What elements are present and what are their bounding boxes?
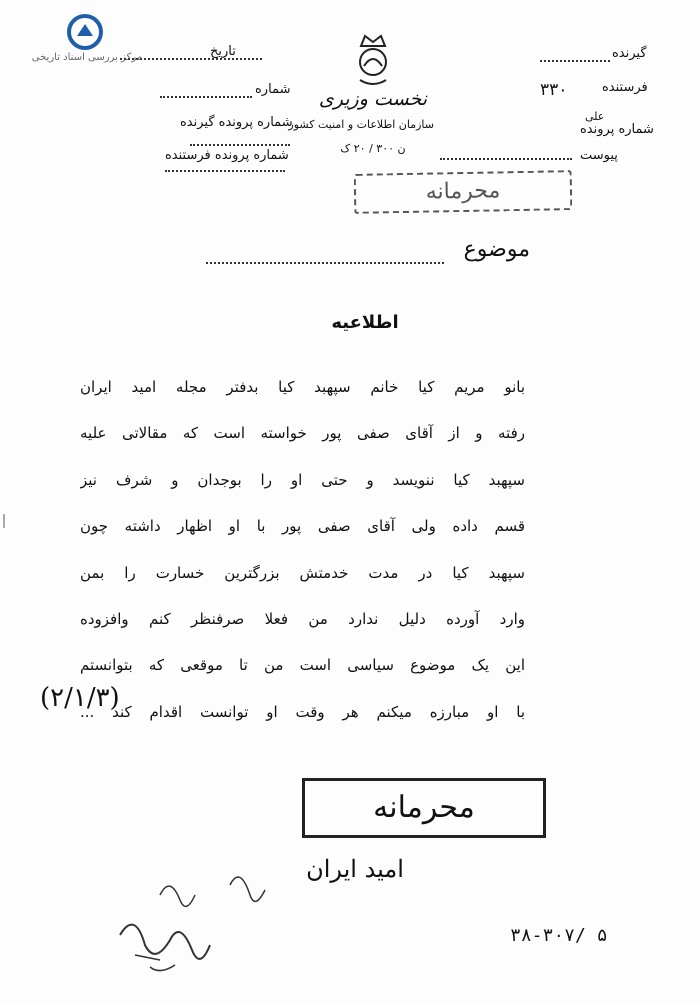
- file-number-note: علی: [585, 110, 605, 123]
- sender-file-number-label: شماره پرونده فرستنده: [165, 148, 289, 163]
- body-line: با او مبارزه میکنم هر وقت او توانست اقدام کند ...: [80, 702, 525, 721]
- sender-label: فرستنده: [602, 80, 648, 95]
- document-id: ۳۸-۳۰۷/ ۵: [510, 925, 608, 946]
- document-body: [80, 364, 525, 735]
- body-line: سپهبد کیا در مدت خدمتش بزرگترین خسارت را بمن: [80, 563, 525, 582]
- body-line: قسم داده ولی آقای صفی پور با او اظهار داشته چون: [80, 517, 525, 536]
- date-label: تاریخ: [210, 44, 236, 59]
- body-line: این یک موضوع سیاسی است من تا موقعی که بتوانستم: [80, 656, 525, 675]
- receiver-file-number-label: شماره پرونده گیرنده: [180, 115, 293, 130]
- document-title: اطلاعیه: [331, 312, 399, 333]
- archive-name: مرکز بررسی اسناد تاریخی: [31, 52, 143, 63]
- confidential-stamp-bottom: محرمانه: [302, 778, 546, 838]
- organization-reference: ن ۳۰۰ / ۲۰ ک: [340, 142, 406, 155]
- attachment-label: پیوست: [580, 148, 618, 163]
- receiver-label: گیرنده: [612, 46, 647, 61]
- receiver-file-line: [190, 144, 290, 146]
- subject-line: [206, 262, 444, 264]
- date-line: [120, 58, 262, 60]
- margin-code: (۲/۱/۳): [40, 683, 120, 713]
- sender-value: ۳۳۰: [540, 80, 568, 100]
- subject-label: موضوع: [463, 237, 530, 262]
- crown-lion-icon: [348, 32, 398, 90]
- number-line: [160, 96, 252, 98]
- body-line: بانو مریم کیا خانم سپهبد کیا بدفتر مجله امید ایران: [80, 378, 525, 396]
- receiver-line: [540, 60, 610, 62]
- signoff: امید ایران: [306, 855, 404, 883]
- file-number-label: شماره پرونده: [580, 122, 654, 137]
- margin-mark: [2, 514, 6, 528]
- organization-name-secondary: سازمان اطلاعات و امنیت کشور: [288, 118, 434, 131]
- sender-file-line: [165, 170, 285, 172]
- body-line: سپهبد کیا ننویسد و حتی او را بوجدان و شرف نیز: [80, 470, 525, 489]
- organization-emblem: [288, 32, 434, 192]
- archive-emblem-icon: [67, 14, 103, 50]
- organization-name-primary: نخست وزیری: [318, 88, 428, 110]
- body-line: وارد آورده دلیل ندارد من فعلا صرفنظر کنم وافزوده: [80, 610, 525, 629]
- confidential-stamp-top: محرمانه: [354, 170, 573, 214]
- archive-logo: [12, 12, 162, 72]
- attachment-line: [440, 158, 572, 160]
- body-line: رفته و از آقای صفی پور خواسته است که مقالاتی علیه: [80, 424, 525, 443]
- handwritten-signature: [100, 855, 290, 980]
- number-label: شماره: [255, 82, 291, 97]
